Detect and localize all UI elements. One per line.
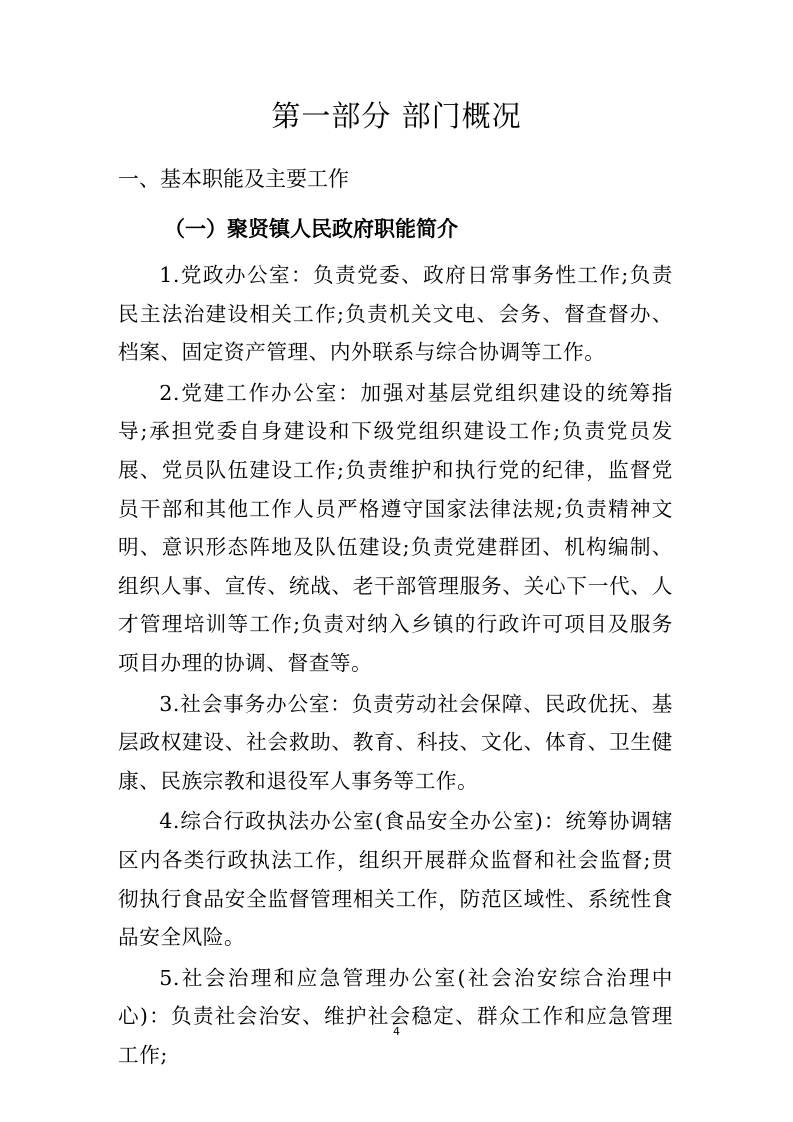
page-number: 4: [393, 1025, 400, 1038]
body-text: [118, 256, 673, 1076]
paragraph-party-building-office: 2.党建工作办公室：加强对基层党组织建设的统筹指导;承担党委自身建设和下级党组织建设工作;负责党员发展、党员队伍建设工作;负责维护和执行党的纪律，监督党员干部和其他工作人员严格遵守国家法律法规;负责精神文明、意识形态阵地及队伍建设;负责党建群团、机构编制、组织人事、宣传、统战、老干部管理服务、关心下一代、人才管理培训等工作;负责对纳入乡镇的行政许可项目及服务项目办理的协调、督查等。: [118, 380, 673, 675]
section-heading: 一、基本职能及主要工作: [118, 167, 349, 191]
paragraph-social-governance-office: 5.社会治理和应急管理办公室(社会治安综合治理中心)：负责社会治安、维护社会稳定、群众工作和应急管理工作;: [118, 965, 673, 1067]
paragraph-party-office: 1.党政办公室：负责党委、政府日常事务性工作;负责民主法治建设相关工作;负责机关文电、会务、督查督办、档案、固定资产管理、内外联系与综合协调等工作。: [118, 263, 673, 365]
page-title: 第一部分 部门概况: [271, 99, 522, 133]
paragraph-law-enforcement-office: 4.综合行政执法办公室(食品安全办公室)：统筹协调辖区内各类行政执法工作，组织开展群众监督和社会监督;贯彻执行食品安全监督管理相关工作，防范区域性、系统性食品安全风险。: [118, 809, 673, 950]
paragraph-social-affairs-office: 3.社会事务办公室：负责劳动社会保障、民政优抚、基层政权建设、社会救助、教育、科技、文化、体育、卫生健康、民族宗教和退役军人事务等工作。: [118, 691, 673, 793]
subsection-heading: （一）聚贤镇人民政府职能简介: [164, 216, 458, 241]
